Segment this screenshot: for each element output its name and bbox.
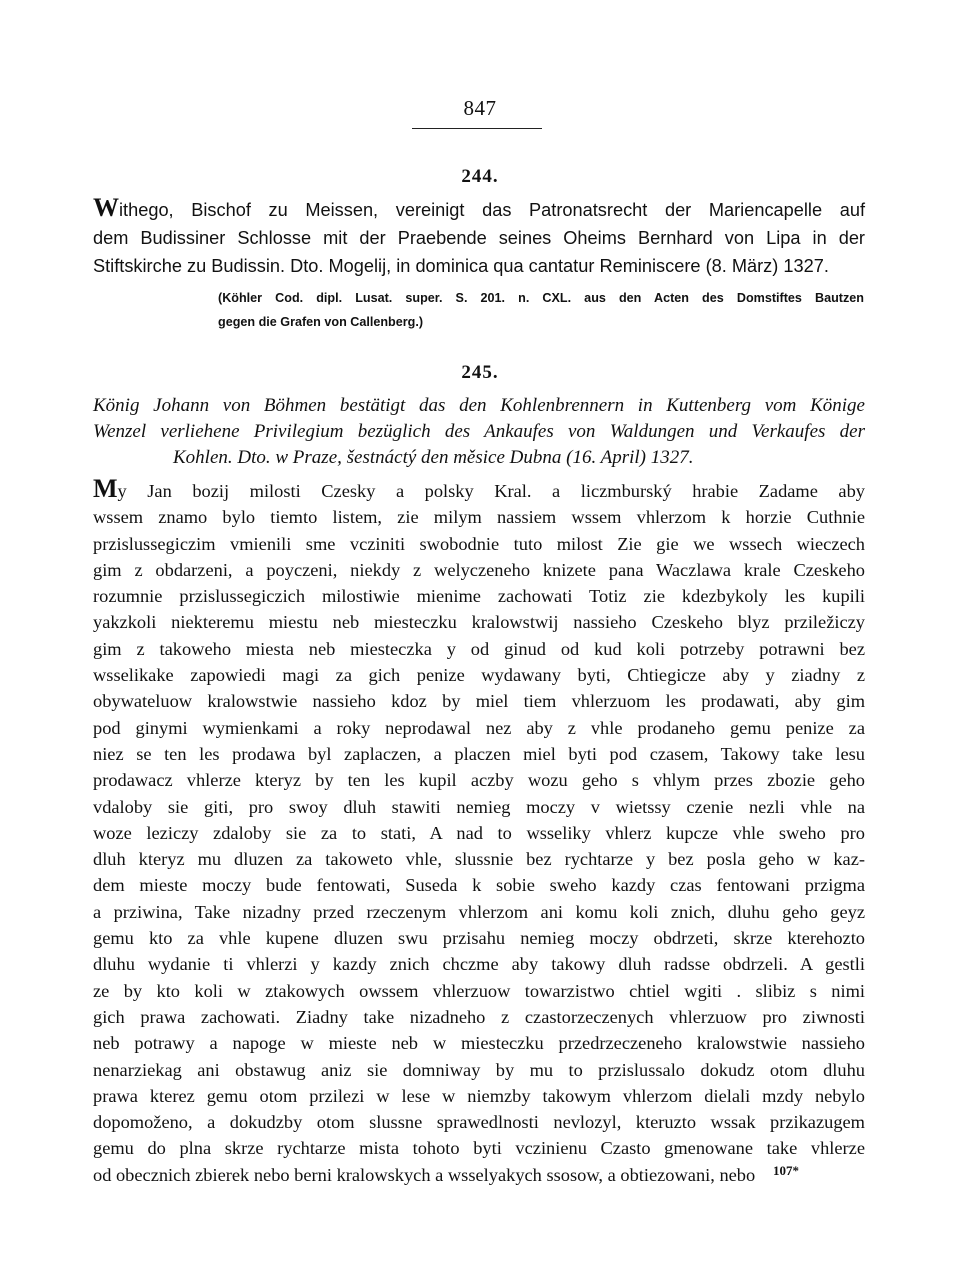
text-line: pod ginymi wymienkami a roky neprodawal nez aby z vhle prodaneho gemu penize za [93,717,865,738]
text-line: dluhu wydanie ti vhlerzi y kazdy znich chczme aby takowy dluh radsse obdrzeli. A gestli [93,954,865,975]
heading-line [93,193,865,224]
page-number: 847 [463,96,497,120]
drop-cap: M [93,474,118,503]
text-line [93,474,865,504]
text-line: dem mieste moczy bude fentowati, Suseda k sobie sweho kazdy czas fentowani przigma [93,875,865,896]
heading-line: Stiftskirche zu Budissin. Dto. Mogelij, in dominica qua cantatur Reminiscere (8. März) 1327. [93,256,829,276]
source-line: gegen die Grafen von Callenberg.) [218,315,424,329]
text-line: gemu kto za vhle kupene dluzen swu przisahu nemieg moczy obdrzeti, skrze kterehozto [93,928,865,949]
text-line: dluh kteryz mu dluzen za takoweto vhle, slussnie bez rychtarze y bez posla geho w kaz- [93,849,865,870]
document-number-244: 244. [461,166,499,187]
text-line: prawa kterez gemu otom przilezi w lese w niemzby takowym vhlerzom dielali mzdy nebylo [93,1085,865,1106]
text-line: gim z takoweho miesta neb miesteczka y od ginud od kud koli potrzeby potrawni bez [93,638,865,659]
heading-line: dem Budissiner Schlosse mit der Praebende seines Oheims Bernhard von Lipa in der [93,228,865,248]
text-line: woze leziczy zdaloby sie za to stati, A nad to wsseliky vhlerz kupcze vhle sweho pro [93,822,865,843]
text-line: obywateluow kralowstwie nassieho kdoz by miel tiem vhlerzuom les prodawati, aby gim [93,691,865,712]
text-line: nenarziekag ani obstawug aniz sie domniway by mu to przislussalo dokudz otom dluhu [93,1059,865,1080]
text-line: yakzkoli niekteremu miestu neb miesteczku kralowstwij nassieho Czeskeho blyz prziležiczy [93,612,865,633]
document-number-245: 245. [461,362,499,383]
text-line: gemu do plna skrze rychtarze mista tohoto byti vczinienu Czasto gmenowane take vhlerze [93,1138,865,1159]
text-line: vdaloby sie giti, pro swoy dluh stawiti nemieg moczy v wietssy czenie nezli vhle na [93,796,865,817]
drop-cap: W [93,193,119,222]
page-number-rule [412,128,542,129]
signature-mark: 107* [773,1163,799,1178]
heading-line: Wenzel verliehene Privilegium bezüglich des Ankaufes von Waldungen und Verkaufes der [93,421,865,442]
text-line: od obecznich zbierek nebo berni kralowskych a wsselyakych ssosow, a obtiezowani, nebo [93,1164,756,1185]
text-line: gim z obdarzeni, a poyczeni, niekdy z welyczeneho knizete pana Waczlawa krale Czeskeho [93,559,865,580]
text-line: ze by kto koli w ztakowych owssem vhlerzuow towarzistwo chtiel wgiti . slibiz s nimi [93,980,865,1001]
text-line: prodawacz vhlerze kteryz by ten les kupil aczby wozu geho s vhlym przes zbozie geho [93,770,865,791]
document-244-heading [93,193,865,280]
text-line: wssem znamo bylo tiemto listem, zie milym nassiem wssem vhlerzom k horzie Cuthnie [93,507,865,528]
text-line: wsselikake zapowiedi magi za gich penize wydawany byti, Chtiegicze aby y ziadny z [93,665,865,686]
document-245-text [93,474,865,1188]
text-line: dopomoženo, a dokudzby otom slussne sprawedlnosti nevlozyl, kteruzto wssak przikazugem [93,1112,865,1133]
text-line: a prziwina, Take nizadny przed rzeczenym vhlerzom ani komu koli znich, dluhu geho geyz [93,901,865,922]
document-244-source-note [218,286,864,334]
heading-line-text: ithego, Bischof zu Meissen, vereinigt das Patronatsrecht der Mariencapelle auf [119,200,865,220]
text-line: gich prawa zachowati. Ziadny take nizadneho z czastorzeczenych vhlerzuow pro ziwnosti [93,1006,865,1027]
heading-line: Kohlen. Dto. w Praze, šestnáctý den měsice Dubna (16. April) 1327. [173,447,694,468]
text-line: rozumnie przislussegiczich milostiwie mienime zachowati Totiz zie kdezbykoly les kupili [93,586,865,607]
text-line: niez se ten les prodawa byl zaplaczen, a placzen miel byti pod czasem, Takowy take lesu [93,743,865,764]
heading-line: König Johann von Böhmen bestätigt das den Kohlenbrennern in Kuttenberg vom Könige [93,395,865,416]
source-line: (Köhler Cod. dipl. Lusat. super. S. 201. n. CXL. aus den Acten des Domstiftes Bautzen [218,291,864,305]
text-line: neb potrawy a napoge w mieste neb w miesteczku przedrzeczeneho kralowstwie nassieho [93,1033,865,1054]
text-line: przislussegiczim vmienili sme vcziniti swobodnie tuto milost Zie gie we wssech wieczech [93,533,865,554]
document-245-heading [93,393,865,471]
text-line-rest: y Jan bozij milosti Czesky a polsky Kral. a liczmburský hrabie Zadame aby [117,481,865,501]
